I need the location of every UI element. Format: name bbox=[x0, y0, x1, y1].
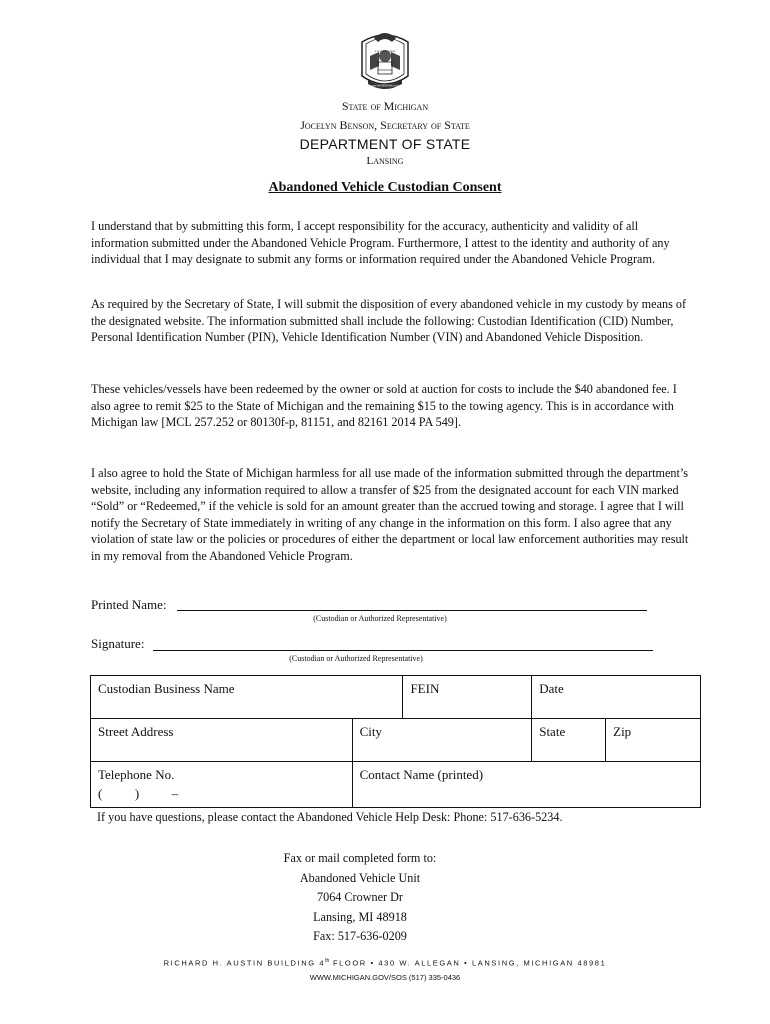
michigan-state-seal-icon bbox=[354, 26, 416, 94]
contact-name-label: Contact Name (printed) bbox=[359, 767, 484, 782]
form-title: Abandoned Vehicle Custodian Consent bbox=[268, 180, 502, 195]
footer-address-post: FLOOR • 430 W. ALLEGAN • LANSING, MICHIGAN 48981 bbox=[329, 958, 607, 968]
footer-address-pre: RICHARD H. AUSTIN BUILDING 4 bbox=[163, 958, 326, 968]
street-address-cell[interactable] bbox=[91, 719, 353, 762]
phone-format: ( ) – bbox=[98, 786, 179, 801]
fein-cell[interactable] bbox=[403, 676, 532, 719]
date-cell[interactable] bbox=[532, 676, 701, 719]
signature-field[interactable] bbox=[153, 650, 653, 651]
mailing-address-block bbox=[200, 849, 520, 947]
consent-paragraph-4: I also agree to hold the State of Michigan harmless for all use made of the information submitted through the department’s website, including any information required to allow a transfer of $25 from the designated account for each VIN marked “Sold” or “Redeemed,” if the vehicle is sold for an amount greater than the accrued towing and storage. I agree that I will notify the Secretary of State immediately in writing of any change in the information on this form. I also agree that any violation of state law or the policies or procedures of either the department or local law enforcement authorities may result in my removal from the Abandoned Vehicle Program. bbox=[91, 466, 689, 563]
telephone-cell[interactable] bbox=[91, 762, 353, 808]
mail-fax: Fax: 517-636-0209 bbox=[313, 929, 407, 943]
business-name-label: Custodian Business Name bbox=[98, 681, 235, 696]
header-city: Lansing bbox=[366, 155, 404, 167]
telephone-label: Telephone No. bbox=[98, 767, 175, 782]
mail-intro: Fax or mail completed form to: bbox=[283, 851, 437, 865]
mail-street: 7064 Crowner Dr bbox=[317, 890, 403, 904]
contact-name-cell[interactable] bbox=[352, 762, 700, 808]
signature-note: (Custodian or Authorized Representative) bbox=[289, 654, 423, 663]
footer-web: WWW.MICHIGAN.GOV/SOS (517) 335-0436 bbox=[309, 973, 461, 982]
seal-ribbon-text: TUEBOR bbox=[378, 43, 392, 47]
footer-address bbox=[0, 958, 770, 968]
state-cell[interactable] bbox=[532, 719, 606, 762]
zip-cell[interactable] bbox=[606, 719, 701, 762]
seal-motto-text: SI QUAERIS PENINSULAM AMOENAM CIRCUMSPICE bbox=[368, 86, 402, 88]
custodian-info-table bbox=[90, 675, 701, 808]
header-state: State of Michigan bbox=[341, 99, 429, 113]
help-desk-text: If you have questions, please contact the Abandoned Vehicle Help Desk: Phone: 517-636-5234. bbox=[97, 810, 563, 824]
city-label: City bbox=[359, 724, 382, 739]
header-department: DEPARTMENT OF STATE bbox=[299, 136, 471, 152]
consent-paragraph-2: As required by the Secretary of State, I will submit the disposition of every abandoned vehicle in my custody by means of the designated website. The information submitted shall include the following: Custodian Identification (CID) Number, Personal Identification Number (PIN), Vehicle Identification Number (VIN) and Abandoned Vehicle Disposition. bbox=[91, 297, 687, 344]
signature-label: Signature: bbox=[91, 636, 145, 651]
fein-label: FEIN bbox=[410, 681, 440, 696]
printed-name-field[interactable] bbox=[177, 610, 647, 611]
city-cell[interactable] bbox=[352, 719, 532, 762]
mail-city: Lansing, MI 48918 bbox=[313, 909, 407, 924]
header-secretary: Jocelyn Benson, Secretary of State bbox=[300, 118, 470, 132]
footer-address-sup: th bbox=[325, 958, 330, 964]
printed-name-note: (Custodian or Authorized Representative) bbox=[313, 614, 447, 623]
state-label: State bbox=[539, 724, 566, 739]
street-address-label: Street Address bbox=[98, 724, 174, 739]
date-label: Date bbox=[539, 681, 564, 696]
mail-unit: Abandoned Vehicle Unit bbox=[299, 870, 421, 885]
consent-paragraph-3: These vehicles/vessels have been redeemed by the owner or sold at auction for costs to include the $40 abandoned fee. I also agree to remit $25 to the State of Michigan and the remaining $15 to the towing agency. This is in accordance with Michigan law [MCL 257.252 or 80130f-p, 81151, and 82161 2014 PA 549]. bbox=[91, 382, 677, 429]
consent-paragraph-1: I understand that by submitting this form, I accept responsibility for the accuracy, authenticity and validity of all information submitted under the Abandoned Vehicle Program. Furthermore, I attest to the identity and authority of any individual that I may designate to submit any forms or information required under the Abandoned Vehicle Program. bbox=[91, 219, 670, 266]
zip-label: Zip bbox=[613, 724, 632, 739]
business-name-cell[interactable] bbox=[91, 676, 403, 719]
printed-name-label: Printed Name: bbox=[91, 597, 167, 612]
seal-banner-text: E PLURIBUS UNUM bbox=[374, 51, 396, 53]
